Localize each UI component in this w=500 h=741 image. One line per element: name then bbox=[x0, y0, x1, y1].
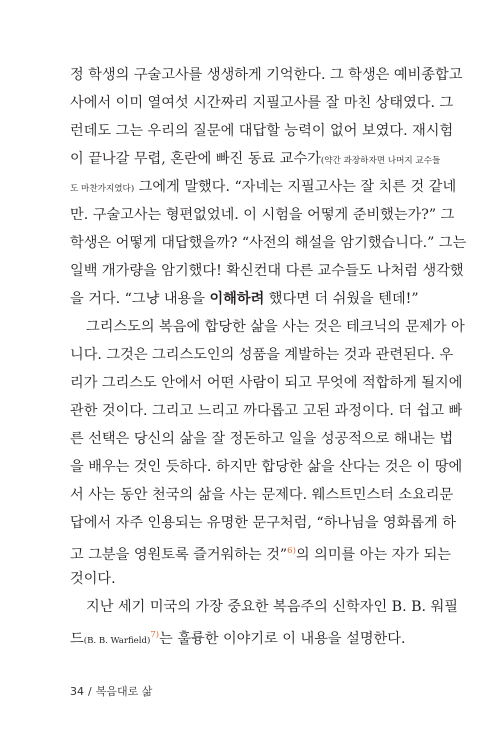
text-line: 런데도 그는 우리의 질문에 대답할 능력이 없어 보였다. 재시험 bbox=[70, 123, 454, 139]
text-line: 사에서 이미 열여섯 시간짜리 지필고사를 잘 마친 상태였다. 그 bbox=[70, 95, 454, 111]
text-line: 지난 세기 미국의 가장 중요한 복음주의 신학자인 B. B. 워필 bbox=[86, 599, 458, 615]
text-line: 일백 개가량을 암기했다! 확신컨대 다른 교수들도 나처럼 생각했 bbox=[70, 263, 464, 279]
text-line bbox=[70, 173, 457, 201]
text-line: 른 선택은 당신의 삶을 잘 정돈하고 일을 성공적으로 해내는 법 bbox=[70, 431, 454, 447]
text-run: 의 의미를 아는 자가 되는 bbox=[295, 547, 451, 563]
footnote-marker[interactable]: 6) bbox=[287, 546, 296, 556]
running-title: 복음대로 삶 bbox=[95, 685, 153, 698]
text-line bbox=[70, 537, 451, 565]
text-run: 이 끝나갈 무렵, 혼란에 빠진 동료 교수가 bbox=[70, 151, 321, 167]
text-line: 그리스도의 복음에 합당한 삶을 사는 것은 테크닉의 문제가 아 bbox=[86, 319, 465, 335]
text-line: 관한 것이다. 그리고 느리고 까다롭고 고된 과정이다. 더 쉽고 빠 bbox=[70, 403, 463, 419]
parenthetical-note: (B. B. Warfield) bbox=[83, 636, 151, 646]
parenthetical-note: (약간 과장하자면 나머지 교수들 bbox=[320, 156, 441, 166]
text-line bbox=[70, 621, 432, 649]
text-line: 니다. 그것은 그리스도인의 성품을 계발하는 것과 관련된다. 우 bbox=[70, 347, 454, 363]
text-line: 학생은 어떻게 대답했을까? “사전의 해설을 암기했습니다.” 그는 bbox=[70, 235, 467, 251]
text-line: 서 사는 동안 천국의 삶을 사는 문제다. 웨스트민스터 소요리문 bbox=[70, 487, 454, 503]
text-line: 답에서 자주 인용되는 유명한 문구처럼, “하나님을 영화롭게 하 bbox=[70, 515, 456, 531]
text-line: 을 배우는 것인 듯하다. 하지만 합당한 삶을 산다는 것은 이 땅에 bbox=[70, 459, 463, 475]
text-line bbox=[70, 285, 432, 313]
text-run: 했다면 더 쉬웠을 텐데!” bbox=[264, 291, 419, 307]
text-run: 고 그분을 영원토록 즐거워하는 것” bbox=[70, 547, 288, 563]
footnote-marker[interactable]: 7) bbox=[150, 630, 160, 640]
text-run: 을 거다. “그냥 내용을 bbox=[70, 291, 210, 307]
text-run: 드 bbox=[70, 631, 84, 647]
text-run: 그에게 말했다. “자네는 지필고사는 잘 치른 것 같네 bbox=[134, 179, 457, 195]
emphasis-text: 이해하려 bbox=[209, 291, 265, 307]
text-line: 만. 구술고사는 형편없었네. 이 시험을 어떻게 준비했는가?” 그 bbox=[70, 207, 455, 223]
text-line bbox=[70, 145, 441, 173]
text-line: 리가 그리스도 안에서 어떤 사람이 되고 무엇에 적합하게 될지에 bbox=[70, 375, 463, 391]
parenthetical-note: 도 마찬가지였다) bbox=[70, 184, 135, 194]
text-run: 는 훌륭한 이야기로 이 내용을 설명한다. bbox=[159, 631, 406, 647]
page-number: 34 bbox=[70, 685, 84, 698]
text-line: 정 학생의 구술고사를 생생하게 기억한다. 그 학생은 예비종합고 bbox=[70, 67, 463, 83]
footer-separator: / bbox=[88, 685, 92, 698]
text-line: 것이다. bbox=[70, 571, 116, 587]
page-footer bbox=[70, 683, 156, 699]
